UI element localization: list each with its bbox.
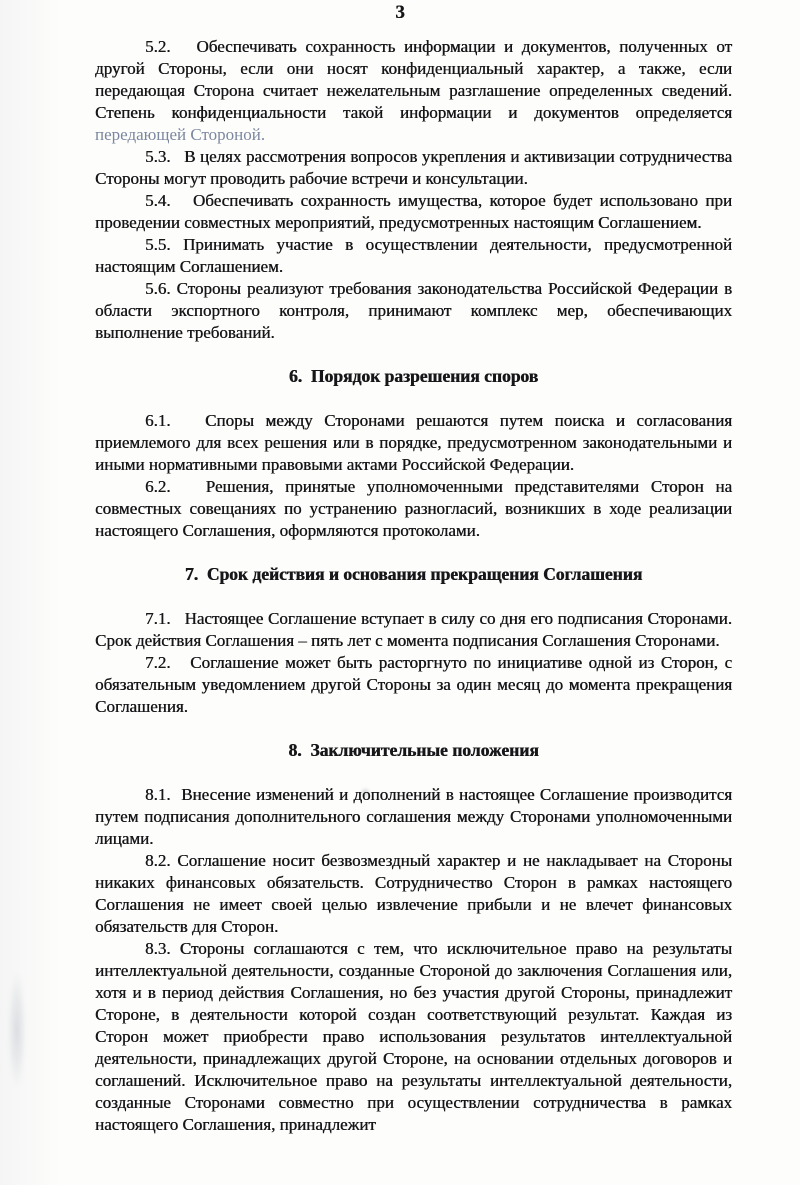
clause-7-2: 7.2. Соглашение может быть расторгнуто по инициативе одной из Сторон, с обязательным уведомлением другой Стороны за один месяц до момента прекращения Соглашения. [95,653,732,716]
clause-5-2-faded-text: передающей Стороной. [95,125,266,144]
section-heading-7: 7. Срок действия и основания прекращения Соглашения [184,564,643,584]
document-body [95,36,732,1136]
clause-6-1: 6.1. Споры между Сторонами решаются путем поиска и согласования приемлемого для всех решения или в порядке, предусмотренном законодательными и иными нормативными правовыми актами Российской Федерации. [95,411,732,474]
clause-5-4: 5.4. Обеспечивать сохранность имущества, которое будет использовано при проведении совместных мероприятий, предусмотренных настоящим Соглашением. [95,191,732,232]
clause-8-2: 8.2. Соглашение носит безвозмездный характер и не накладывает на Стороны никаких финансовых обязательств. Сотрудничество Сторон в рамках настоящего Соглашения не имеет своей целью извлечение прибыли и не влечет финансовых обязательств для Сторон. [95,851,732,936]
clause-5-5: 5.5. Принимать участие в осуществлении деятельности, предусмотренной настоящим Соглашением. [95,235,732,276]
clause-8-1: 8.1. Внесение изменений и дополнений в настоящее Соглашение производится путем подписания дополнительного соглашения между Сторонами уполномоченными лицами. [95,785,732,848]
clause-8-3: 8.3. Стороны соглашаются с тем, что исключительное право на результаты интеллектуальной деятельности, созданные Стороной до заключения Соглашения или, хотя и в период действия Соглашения, но без участия другой Стороны, принадлежит Стороне, в деятельности которой создан соответствующий результат. Каждая из Сторон может приобрести право использования результатов интеллектуальной деятельности, принадлежащих другой Стороне, на основании отдельных договоров и соглашений. Исключительное право на результаты интеллектуальной деятельности, созданные Сторонами совместно при осуществлении сотрудничества в рамках настоящего Соглашения, принадлежит [95,939,732,1134]
scan-smudge-artifact [8,970,26,1090]
clause-5-6: 5.6. Стороны реализуют требования законодательства Российской Федерации в области экспортного контроля, принимают комплекс мер, обеспечивающих выполнение требований. [95,279,732,342]
clause-5-2-text: 5.2. Обеспечивать сохранность информации и документов, полученных от другой Стороны, если они носят конфиденциальный характер, а также, если передающая Сторона считает нежелательным разглашение определенных сведений. Степень конфиденциальности такой информации и документов определяется [95,37,732,122]
page-number: 3 [395,2,405,23]
clause-7-1: 7.1. Настоящее Соглашение вступает в силу со дня его подписания Сторонами. Срок действия Соглашения – пять лет с момента подписания Соглашения Сторонами. [95,609,732,650]
section-heading-8: 8. Заключительные положения [288,740,539,760]
clause-5-3: 5.3. В целях рассмотрения вопросов укрепления и активизации сотрудничества Стороны могут проводить рабочие встречи и консультации. [95,147,732,188]
clause-6-2: 6.2. Решения, принятые уполномоченными представителями Сторон на совместных совещаниях по устранению разногласий, возникших в ходе реализации настоящего Соглашения, оформляются протоколами. [95,477,732,540]
section-heading-6: 6. Порядок разрешения споров [288,366,539,386]
clause-5-2 [95,36,732,146]
